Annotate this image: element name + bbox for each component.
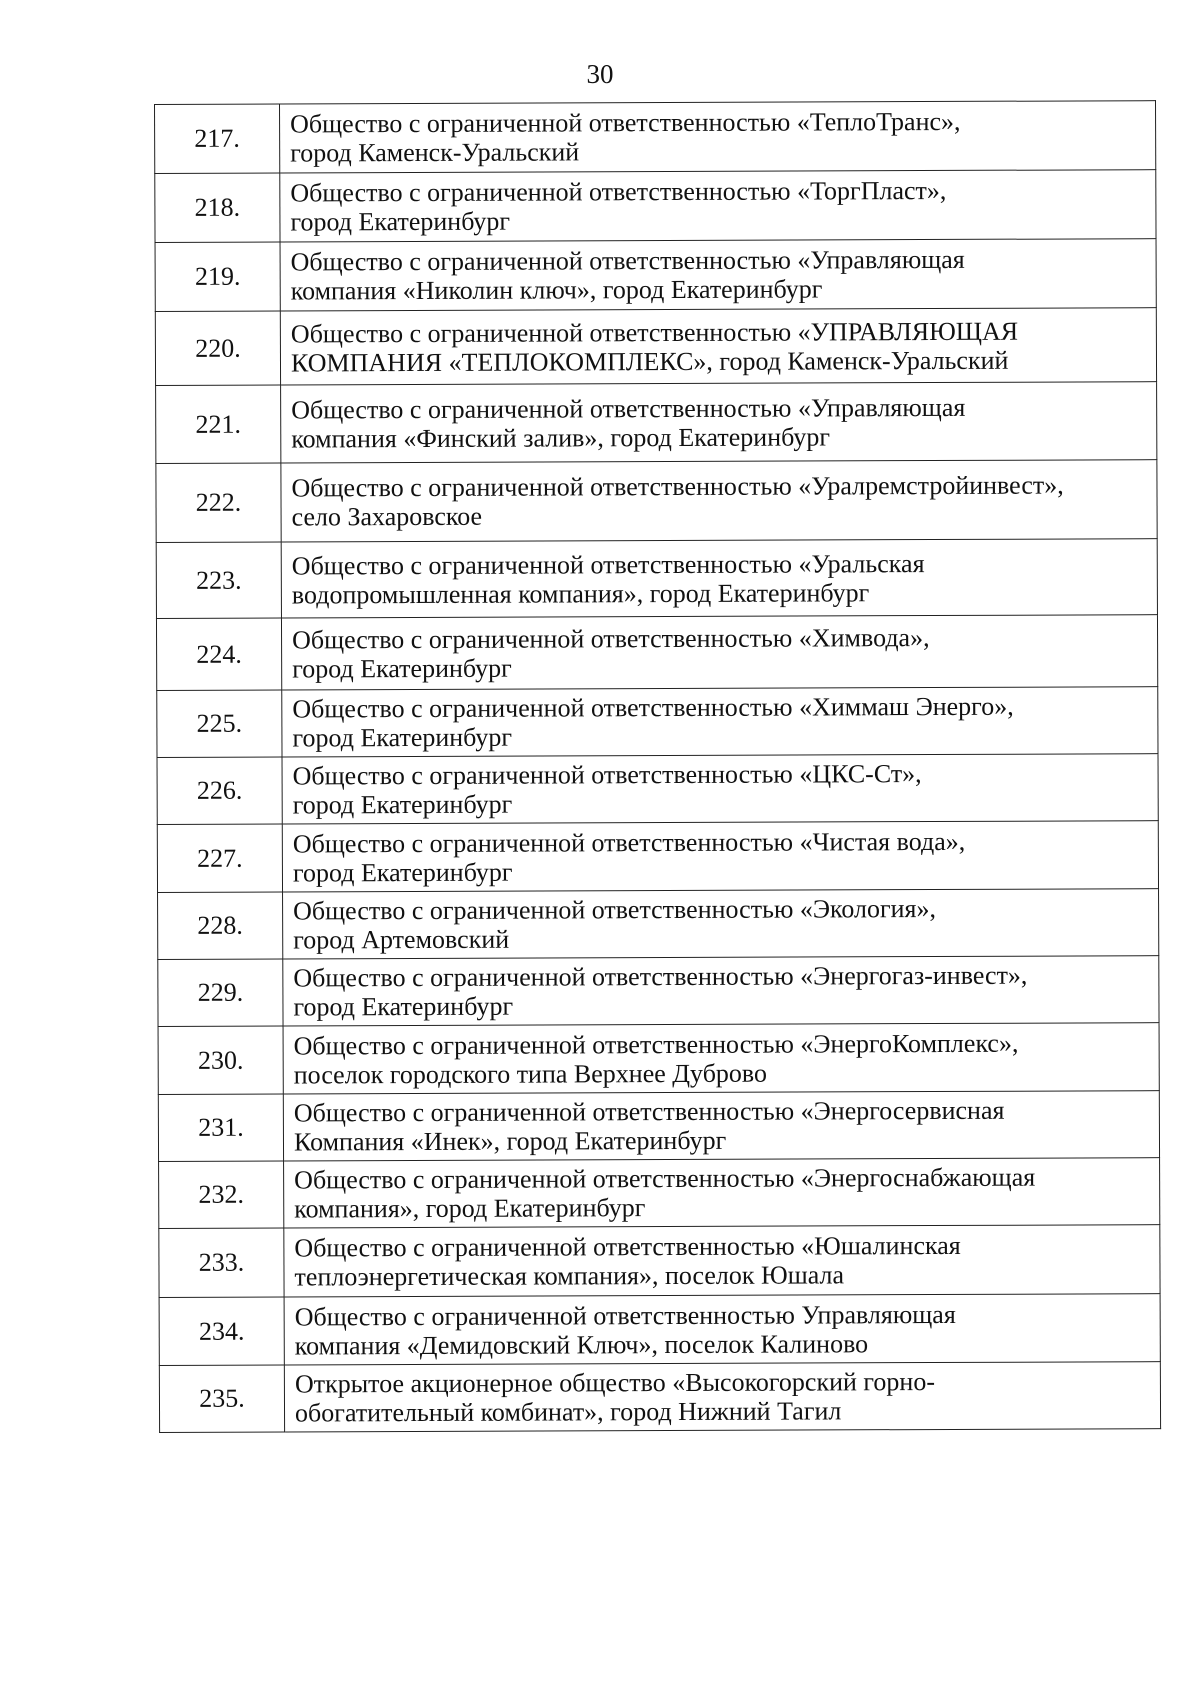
- organization-name-line: Общество с ограниченной ответственностью «Чистая вода»,: [292, 826, 966, 858]
- row-number: 235.: [159, 1365, 284, 1432]
- row-number: 226.: [157, 757, 282, 824]
- organization-name-line: Общество с ограниченной ответственностью «Химмаш Энерго»,: [292, 691, 1014, 724]
- table-row: [157, 754, 1158, 825]
- organizations-table: [154, 100, 1161, 1433]
- table-row: [157, 821, 1158, 893]
- row-number: 222.: [156, 463, 281, 542]
- organization-location-line: теплоэнергетическая компания», поселок Юшала: [294, 1260, 845, 1292]
- organization-name-line: Общество с ограниченной ответственностью «Уральская: [291, 548, 925, 580]
- organization-location-line: город Екатеринбург: [292, 722, 513, 753]
- table-row: [158, 956, 1159, 1027]
- row-number: 217.: [155, 104, 280, 173]
- table-row: [159, 1158, 1160, 1229]
- row-number: 219.: [155, 242, 280, 311]
- organization-name-line: Общество с ограниченной ответственностью «Энергосервисная: [293, 1095, 1005, 1128]
- table-row: [158, 1023, 1159, 1095]
- organization-location-line: компания «Демидовский Ключ», поселок Калиново: [294, 1328, 869, 1360]
- organization-cell: [282, 821, 1158, 892]
- organization-name-line: Общество с ограниченной ответственностью «Энергогаз-инвест»,: [293, 960, 1028, 993]
- table-row: [155, 101, 1156, 174]
- organization-cell: [284, 1158, 1160, 1228]
- table-row: [159, 1362, 1160, 1433]
- page-number: 30: [586, 59, 614, 89]
- organization-name-line: Общество с ограниченной ответственностью «ТеплоТранс»,: [290, 106, 961, 139]
- organization-cell: [280, 101, 1156, 173]
- row-number: 231.: [158, 1094, 283, 1161]
- row-number: 230.: [158, 1026, 283, 1094]
- organization-cell: [284, 1225, 1160, 1297]
- row-number: 225.: [157, 690, 282, 757]
- organization-cell: [283, 889, 1159, 959]
- organization-cell: [281, 615, 1157, 690]
- row-number: 218.: [155, 173, 280, 242]
- organization-location-line: поселок городского типа Верхнее Дуброво: [293, 1058, 768, 1089]
- organization-cell: [281, 460, 1157, 542]
- organization-location-line: компания «Финский залив», город Екатеринбург: [291, 421, 831, 453]
- organization-cell: [281, 539, 1157, 618]
- row-number: 221.: [156, 385, 281, 463]
- organization-name-line: Общество с ограниченной ответственностью Управляющая: [294, 1299, 956, 1331]
- organization-name-line: Общество с ограниченной ответственностью «Управляющая: [290, 244, 965, 277]
- organization-name-line: Общество с ограниченной ответственностью «УПРАВЛЯЮЩАЯ: [290, 316, 1019, 348]
- organization-location-line: город Екатеринбург: [290, 206, 511, 237]
- organization-location-line: компания», город Екатеринбург: [294, 1193, 646, 1224]
- organization-name-line: Общество с ограниченной ответственностью «ТоргПласт»,: [290, 175, 947, 208]
- organization-location-line: компания «Николин ключ», город Екатеринбург: [290, 274, 823, 306]
- organization-location-line: город Екатеринбург: [292, 653, 512, 683]
- organization-name-line: Общество с ограниченной ответственностью «Экология»,: [293, 894, 937, 926]
- organization-location-line: город Каменск-Уральский: [290, 137, 580, 168]
- organization-cell: [283, 956, 1159, 1026]
- row-number: 229.: [158, 959, 283, 1026]
- organization-cell: [280, 170, 1156, 242]
- organization-location-line: город Артемовский: [293, 924, 510, 955]
- organization-location-line: город Екатеринбург: [292, 857, 513, 887]
- table-row: [156, 460, 1157, 543]
- organization-location-line: город Екатеринбург: [292, 789, 513, 820]
- organization-cell: [280, 308, 1156, 385]
- table-row: [159, 1225, 1160, 1298]
- row-number: 220.: [155, 311, 280, 385]
- organization-cell: [280, 239, 1156, 311]
- table-row: [157, 687, 1158, 758]
- organization-name-line: Открытое акционерное общество «Высокогорский горно-: [294, 1367, 936, 1399]
- table-row: [158, 889, 1159, 960]
- organization-location-line: обогатительный комбинат», город Нижний Тагил: [294, 1396, 842, 1428]
- organization-name-line: Общество с ограниченной ответственностью «Уралремстройинвест»,: [291, 470, 1064, 503]
- row-number: 233.: [159, 1228, 284, 1297]
- table-row: [156, 382, 1157, 464]
- row-number: 234.: [159, 1297, 284, 1365]
- row-number: 228.: [158, 892, 283, 959]
- organization-name-line: Общество с ограниченной ответственностью «Энергоснабжающая: [294, 1162, 1036, 1195]
- row-number: 224.: [156, 618, 281, 690]
- organization-cell: [284, 1362, 1160, 1432]
- organization-name-line: Общество с ограниченной ответственностью «ЭнергоКомплекс»,: [293, 1028, 1019, 1060]
- table-body: [155, 101, 1161, 1433]
- organization-location-line: КОМПАНИЯ «ТЕПЛОКОМПЛЕКС», город Каменск-Уральский: [290, 345, 1009, 377]
- organization-cell: [283, 1091, 1159, 1161]
- row-number: 227.: [157, 824, 282, 892]
- organization-location-line: село Захаровское: [291, 501, 483, 532]
- organization-cell: [281, 382, 1157, 463]
- organization-cell: [283, 1023, 1159, 1094]
- table-row: [155, 170, 1156, 243]
- organization-name-line: Общество с ограниченной ответственностью «ЦКС-Ст»,: [292, 759, 922, 791]
- table-row: [155, 239, 1156, 312]
- organization-location-line: водопромышленная компания», город Екатеринбург: [291, 577, 870, 609]
- organization-cell: [284, 1294, 1160, 1365]
- organization-cell: [282, 754, 1158, 824]
- table-row: [158, 1091, 1159, 1162]
- table-row: [156, 539, 1157, 619]
- row-number: 232.: [159, 1161, 284, 1228]
- organization-location-line: Компания «Инек», город Екатеринбург: [293, 1125, 727, 1157]
- organization-name-line: Общество с ограниченной ответственностью «Химвода»,: [292, 622, 930, 654]
- organization-name-line: Общество с ограниченной ответственностью «Юшалинская: [294, 1230, 961, 1263]
- organization-name-line: Общество с ограниченной ответственностью «Управляющая: [291, 392, 966, 424]
- organization-cell: [282, 687, 1158, 757]
- row-number: 223.: [156, 542, 281, 618]
- organization-location-line: город Екатеринбург: [293, 991, 514, 1022]
- table-row: [156, 615, 1157, 691]
- table-row: [159, 1294, 1160, 1366]
- table-row: [155, 308, 1156, 386]
